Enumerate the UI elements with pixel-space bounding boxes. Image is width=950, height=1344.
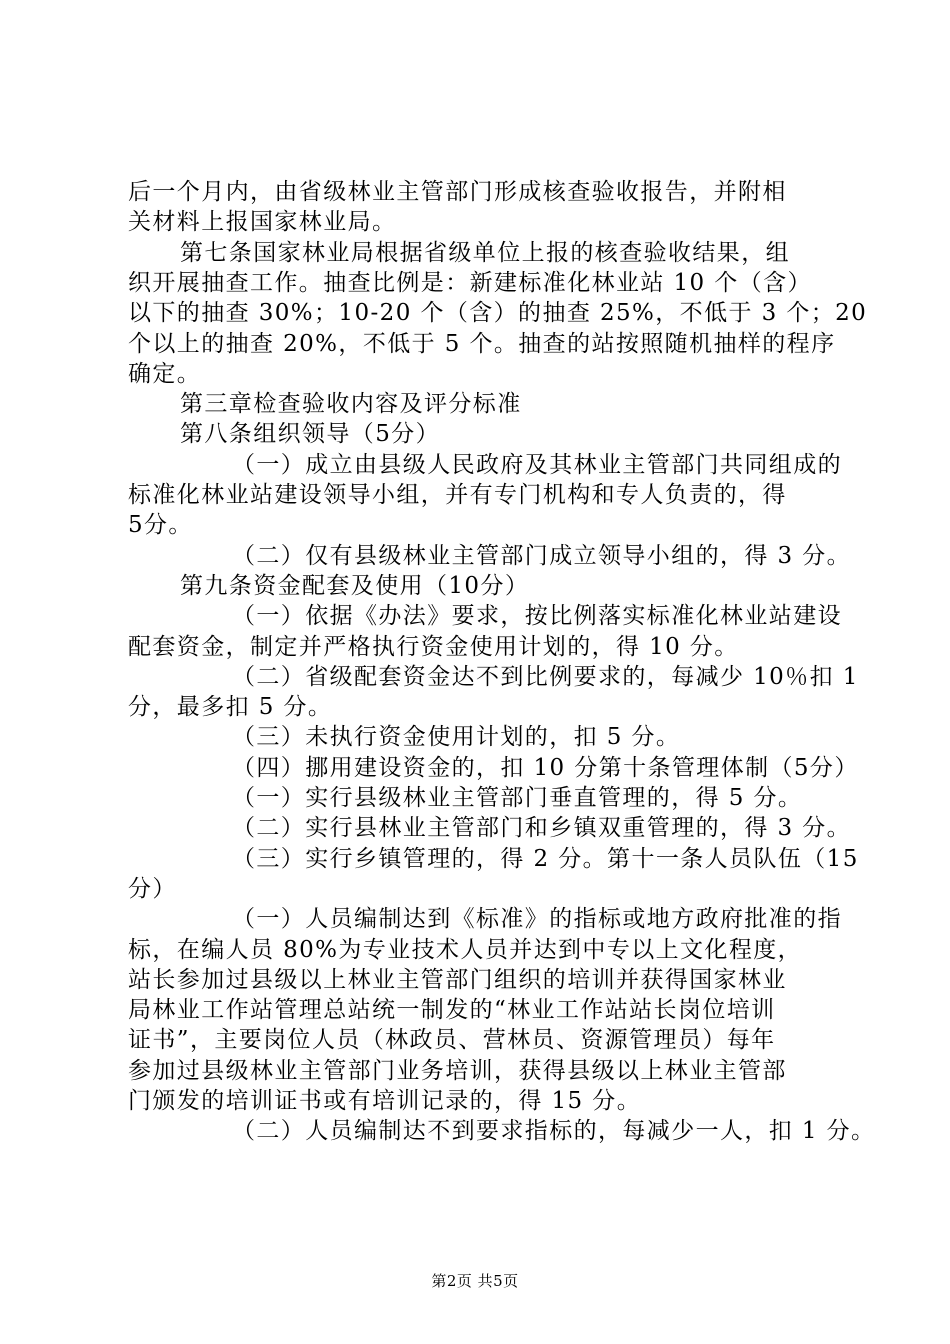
text-line: （三）实行乡镇管理的，得 2 分。第十一条人员队伍（15 (232, 845, 859, 872)
text-line: （一）人员编制达到《标准》的指标或地方政府批准的指 (232, 906, 842, 933)
text-line: 确定。 (128, 360, 202, 387)
text-line: 分，最多扣 5 分。 (128, 694, 333, 721)
page-number: 第2页 共5页 (431, 1272, 519, 1290)
text-line: 分） (128, 875, 177, 902)
text-line: （一）实行县级林业主管部门垂直管理的，得 5 分。 (232, 785, 803, 811)
text-line: 站长参加过县级以上林业主管部门组织的培训并获得国家林业 (128, 966, 787, 993)
article-heading: 第八条组织领导（5分） (180, 421, 441, 448)
text-line: 参加过县级林业主管部门业务培训，获得县级以上林业主管部 (128, 1057, 787, 1084)
text-line: 5分。 (128, 512, 193, 539)
text-line: 标，在编人员 80%为专业技术人员并达到中专以上文化程度， (128, 936, 803, 963)
text-line: 个以上的抽查 20%，不低于 5 个。抽查的站按照随机抽样的程序 (128, 330, 836, 357)
text-line: （二）省级配套资金达不到比例要求的，每减少 10％扣 1 (232, 663, 859, 690)
text-line: 局林业工作站管理总站统一制发的“林业工作站站长岗位培训 (128, 997, 776, 1024)
text-line: 关材料上报国家林业局。 (128, 209, 397, 236)
text-line: 配套资金，制定并严格执行资金使用计划的，得 10 分。 (128, 633, 739, 660)
text-line: 织开展抽查工作。抽查比例是：新建标准化林业站 10 个（含） (128, 269, 812, 296)
text-line: （二）人员编制达不到要求指标的，每减少一人，扣 1 分。 (232, 1118, 876, 1145)
text-line: 标准化林业站建设领导小组，并有专门机构和专人负责的，得 (128, 482, 787, 508)
text-line: （一）依据《办法》要求，按比例落实标准化林业站建设 (232, 603, 842, 630)
text-line: （四）挪用建设资金的，扣 10 分第十条管理体制（5分） (232, 754, 859, 781)
article-heading: 第九条资金配套及使用（10分） (180, 572, 530, 599)
text-line: 门颁发的培训证书或有培训记录的，得 15 分。 (128, 1088, 642, 1114)
text-line: 后一个月内，由省级林业主管部门形成核查验收报告，并附相 (128, 179, 787, 205)
text-line: 证书”，主要岗位人员（林政员、营林员、资源管理员）每年 (128, 1027, 776, 1054)
text-line: （二）实行县林业主管部门和乡镇双重管理的，得 3 分。 (232, 815, 852, 842)
text-line: （二）仅有县级林业主管部门成立领导小组的，得 3 分。 (232, 542, 852, 569)
text-line: （三）未执行资金使用计划的，扣 5 分。 (232, 724, 681, 751)
text-line: 第七条国家林业局根据省级单位上报的核查验收结果，组 (180, 239, 790, 266)
text-line: （一）成立由县级人民政府及其林业主管部门共同组成的 (232, 451, 842, 478)
text-line: 以下的抽查 30%；10-20 个（含）的抽查 25%，不低于 3 个；20 (128, 300, 868, 327)
chapter-heading: 第三章检查验收内容及评分标准 (180, 391, 522, 418)
